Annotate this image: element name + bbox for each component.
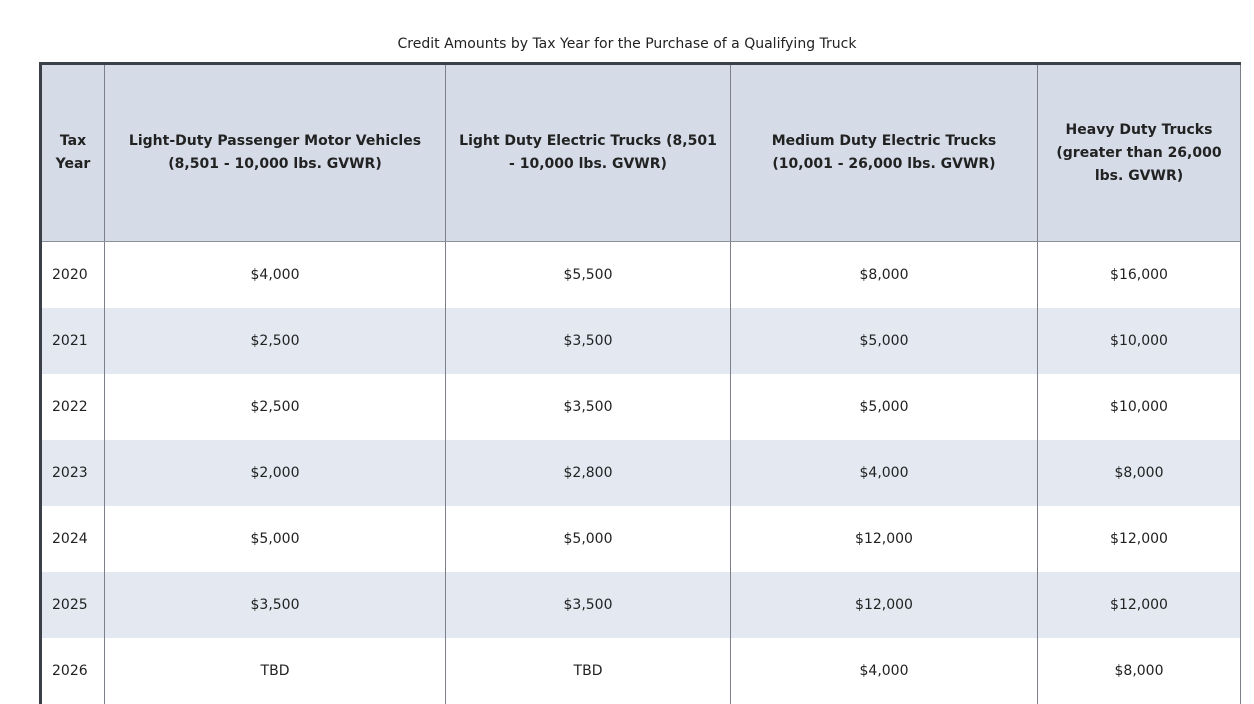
medium-electric-cell: $12,000 — [731, 506, 1038, 572]
light-passenger-cell: $3,500 — [105, 572, 446, 638]
light-electric-cell: $5,500 — [446, 242, 731, 309]
light-passenger-cell: TBD — [105, 638, 446, 704]
header-light-duty-electric: Light Duty Electric Trucks (8,501 - 10,000 lbs. GVWR) — [446, 64, 731, 242]
light-passenger-cell: $2,500 — [105, 308, 446, 374]
table-row — [41, 374, 1241, 440]
heavy-cell: $16,000 — [1038, 242, 1241, 309]
light-electric-cell: TBD — [446, 638, 731, 704]
heavy-cell: $10,000 — [1038, 374, 1241, 440]
heavy-cell: $8,000 — [1038, 638, 1241, 704]
light-passenger-cell: $5,000 — [105, 506, 446, 572]
year-cell: 2026 — [41, 638, 105, 704]
light-electric-cell: $3,500 — [446, 308, 731, 374]
header-light-duty-passenger: Light-Duty Passenger Motor Vehicles (8,501 - 10,000 lbs. GVWR) — [105, 64, 446, 242]
medium-electric-cell: $4,000 — [731, 440, 1038, 506]
year-cell: 2020 — [41, 242, 105, 309]
heavy-cell: $8,000 — [1038, 440, 1241, 506]
heavy-cell: $10,000 — [1038, 308, 1241, 374]
medium-electric-cell: $4,000 — [731, 638, 1038, 704]
heavy-cell: $12,000 — [1038, 572, 1241, 638]
medium-electric-cell: $12,000 — [731, 572, 1038, 638]
light-passenger-cell: $2,500 — [105, 374, 446, 440]
light-electric-cell: $5,000 — [446, 506, 731, 572]
header-tax-year: Tax Year — [41, 64, 105, 242]
medium-electric-cell: $5,000 — [731, 308, 1038, 374]
credit-amounts-table — [39, 62, 1241, 704]
table-row — [41, 506, 1241, 572]
heavy-cell: $12,000 — [1038, 506, 1241, 572]
table-row — [41, 638, 1241, 704]
table-row — [41, 440, 1241, 506]
medium-electric-cell: $5,000 — [731, 374, 1038, 440]
light-passenger-cell: $4,000 — [105, 242, 446, 309]
table-row — [41, 572, 1241, 638]
year-cell: 2025 — [41, 572, 105, 638]
year-cell: 2022 — [41, 374, 105, 440]
table-row — [41, 242, 1241, 309]
table-caption: Credit Amounts by Tax Year for the Purchase of a Qualifying Truck — [397, 36, 857, 52]
light-electric-cell: $3,500 — [446, 572, 731, 638]
header-medium-duty-electric: Medium Duty Electric Trucks (10,001 - 26,000 lbs. GVWR) — [731, 64, 1038, 242]
table-row — [41, 308, 1241, 374]
light-electric-cell: $2,800 — [446, 440, 731, 506]
light-electric-cell: $3,500 — [446, 374, 731, 440]
year-cell: 2024 — [41, 506, 105, 572]
header-row — [41, 64, 1241, 242]
year-cell: 2023 — [41, 440, 105, 506]
year-cell: 2021 — [41, 308, 105, 374]
light-passenger-cell: $2,000 — [105, 440, 446, 506]
medium-electric-cell: $8,000 — [731, 242, 1038, 309]
header-heavy-duty: Heavy Duty Trucks (greater than 26,000 lbs. GVWR) — [1038, 64, 1241, 242]
